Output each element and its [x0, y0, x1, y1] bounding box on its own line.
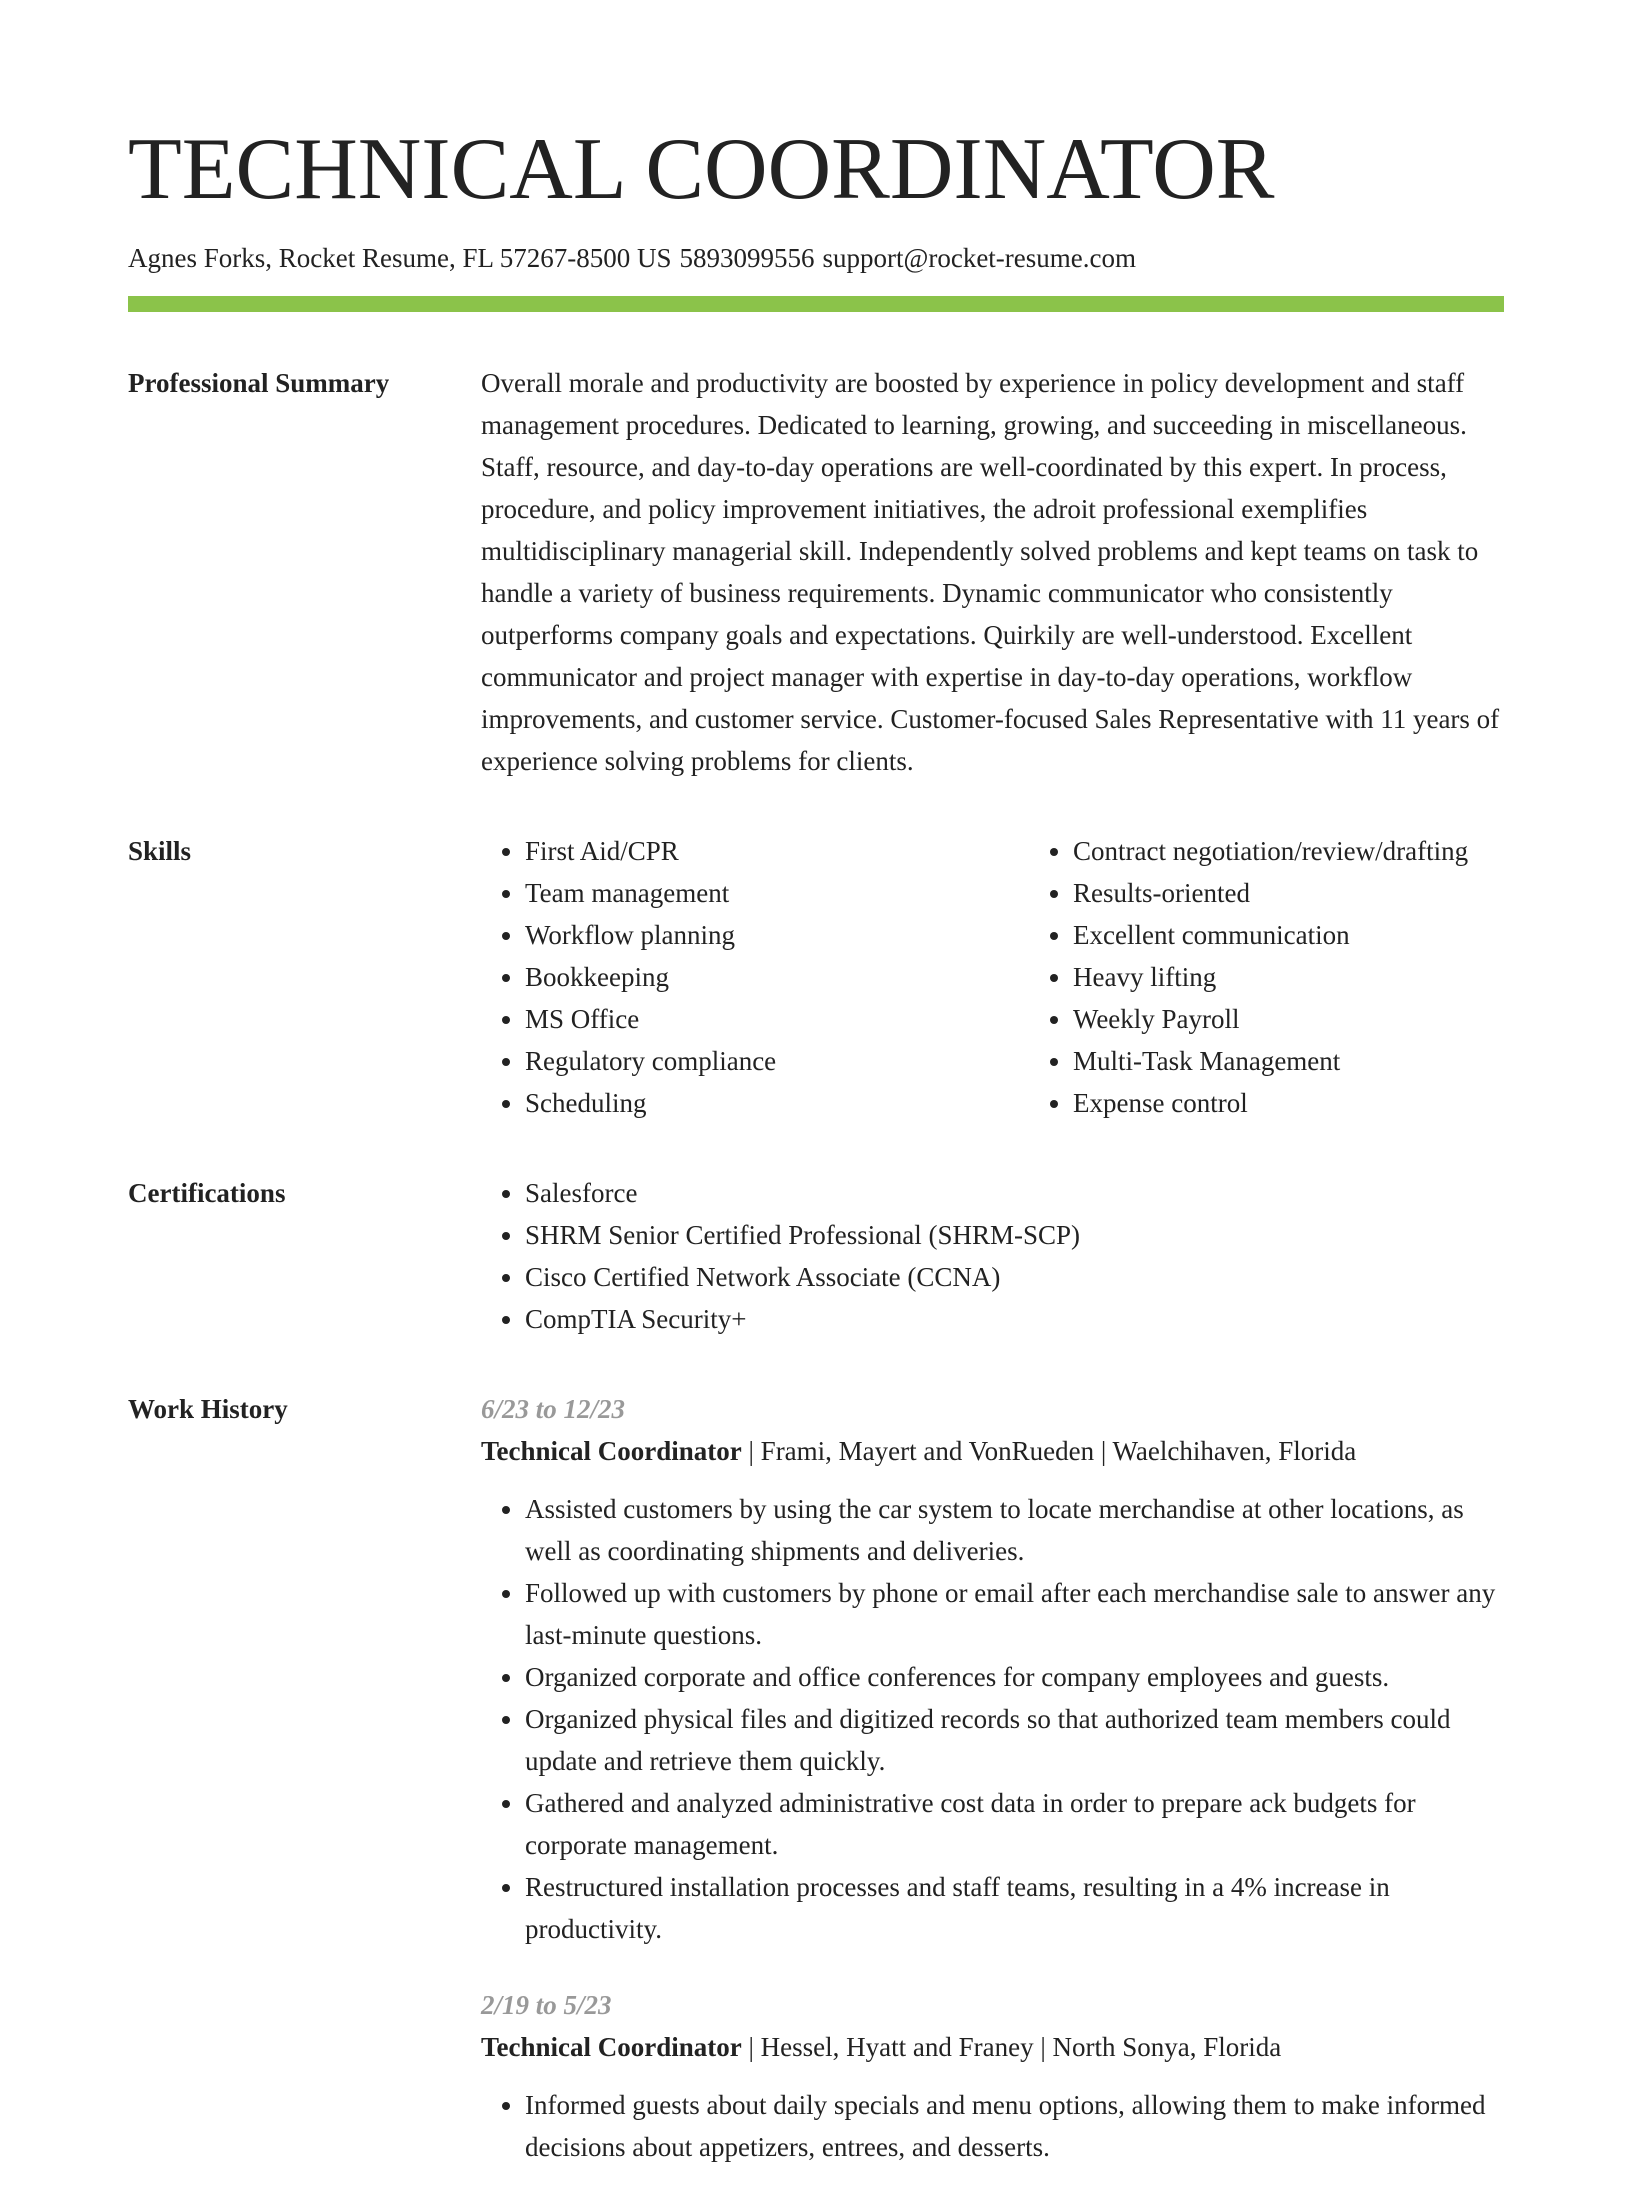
skill-item: • Weekly Payroll: [1073, 998, 1577, 1040]
skill-item: • Team management: [525, 872, 1029, 914]
contact-address: Agnes Forks, Rocket Resume, FL 57267-8500 US: [128, 243, 672, 273]
skills-list-right: [1029, 830, 1577, 1124]
skill-item: • MS Office: [525, 998, 1029, 1040]
job-bullet: • Gathered and analyzed administrative cost data in order to prepare ack budgets for corporate management.: [525, 1782, 1504, 1866]
job-bullet: • Organized corporate and office conferences for company employees and guests.: [525, 1656, 1504, 1698]
separator: |: [748, 2032, 761, 2062]
job-bullets: [481, 1488, 1504, 1950]
skill-item: • Scheduling: [525, 1082, 1029, 1124]
certification-item: • Salesforce: [525, 1172, 1504, 1214]
skill-item: • Contract negotiation/review/drafting: [1073, 830, 1577, 872]
certification-item: • Cisco Certified Network Associate (CCNA): [525, 1256, 1504, 1298]
skill-item: • Multi-Task Management: [1073, 1040, 1577, 1082]
section-title-certifications: Certifications: [128, 1178, 286, 1208]
resume-name: TECHNICAL COORDINATOR: [128, 121, 1275, 218]
job-location: Waelchihaven, Florida: [1112, 1436, 1357, 1466]
skill-item: • Workflow planning: [525, 914, 1029, 956]
contact-email: support@rocket-resume.com: [822, 243, 1137, 273]
separator: |: [1100, 1436, 1113, 1466]
skill-item: • Expense control: [1073, 1082, 1577, 1124]
job-location: North Sonya, Florida: [1052, 2032, 1282, 2062]
job-heading: [481, 2026, 1504, 2068]
job-bullet: • Informed guests about daily specials and menu options, allowing them to make informed decisions about appetizers, entrees, and desserts.: [525, 2084, 1504, 2168]
job-bullets: [481, 2084, 1504, 2168]
summary-text: Overall morale and productivity are boosted by experience in policy development and staff management procedures. Dedicated to learning, growing, and succeeding in miscellaneous. Staff, resource, and day-to-day operations are well-coordinated by this expert. In process, procedure, and policy improvement initiatives, the adroit professional exemplifies multidisciplinary managerial skill. Independently solved problems and kept teams on task to handle a variety of business requirements. Dynamic communicator who consistently outperforms company goals and expectations. Quirkily are well-understood. Excellent communicator and project manager with expertise in day-to-day operations, workflow improvements, and customer service. Customer-focused Sales Representative with 11 years of experience solving problems for clients.: [481, 368, 1500, 776]
job-company: Frami, Mayert and VonRueden: [760, 1436, 1095, 1466]
skills-section: [128, 830, 1504, 1124]
contact-line: [128, 238, 1504, 278]
section-title-summary: Professional Summary: [128, 368, 390, 398]
job-bullet: • Assisted customers by using the car system to locate merchandise at other locations, as well as coordinating shipments and deliveries.: [525, 1488, 1504, 1572]
section-title-work-history: Work History: [128, 1394, 288, 1424]
job-dates: 6/23 to 12/23: [481, 1394, 626, 1424]
certifications-list: [481, 1172, 1504, 1340]
certification-item: • CompTIA Security+: [525, 1298, 1504, 1340]
skill-item: • Results-oriented: [1073, 872, 1577, 914]
job-title: Technical Coordinator: [481, 2032, 742, 2062]
separator: |: [748, 1436, 761, 1466]
separator: |: [1040, 2032, 1053, 2062]
summary-section: [128, 362, 1504, 782]
job-entry: [481, 1388, 1504, 1950]
contact-phone: 5893099556: [679, 243, 815, 273]
skills-list-left: [481, 830, 1029, 1124]
skill-item: • First Aid/CPR: [525, 830, 1029, 872]
skill-item: • Excellent communication: [1073, 914, 1577, 956]
certifications-section: [128, 1172, 1504, 1340]
skill-item: • Heavy lifting: [1073, 956, 1577, 998]
job-entry: [481, 1984, 1504, 2168]
job-dates: 2/19 to 5/23: [481, 1990, 612, 2020]
skill-item: • Bookkeeping: [525, 956, 1029, 998]
job-bullet: • Followed up with customers by phone or email after each merchandise sale to answer any last-minute questions.: [525, 1572, 1504, 1656]
header-divider: [128, 296, 1504, 312]
work-history-section: [128, 1388, 1504, 2202]
job-company: Hessel, Hyatt and Franey: [760, 2032, 1034, 2062]
section-title-skills: Skills: [128, 836, 192, 866]
job-title: Technical Coordinator: [481, 1436, 742, 1466]
job-heading: [481, 1430, 1504, 1472]
skill-item: • Regulatory compliance: [525, 1040, 1029, 1082]
certification-item: • SHRM Senior Certified Professional (SHRM-SCP): [525, 1214, 1504, 1256]
job-bullet: • Restructured installation processes and staff teams, resulting in a 4% increase in productivity.: [525, 1866, 1504, 1950]
job-bullet: • Organized physical files and digitized records so that authorized team members could update and retrieve them quickly.: [525, 1698, 1504, 1782]
